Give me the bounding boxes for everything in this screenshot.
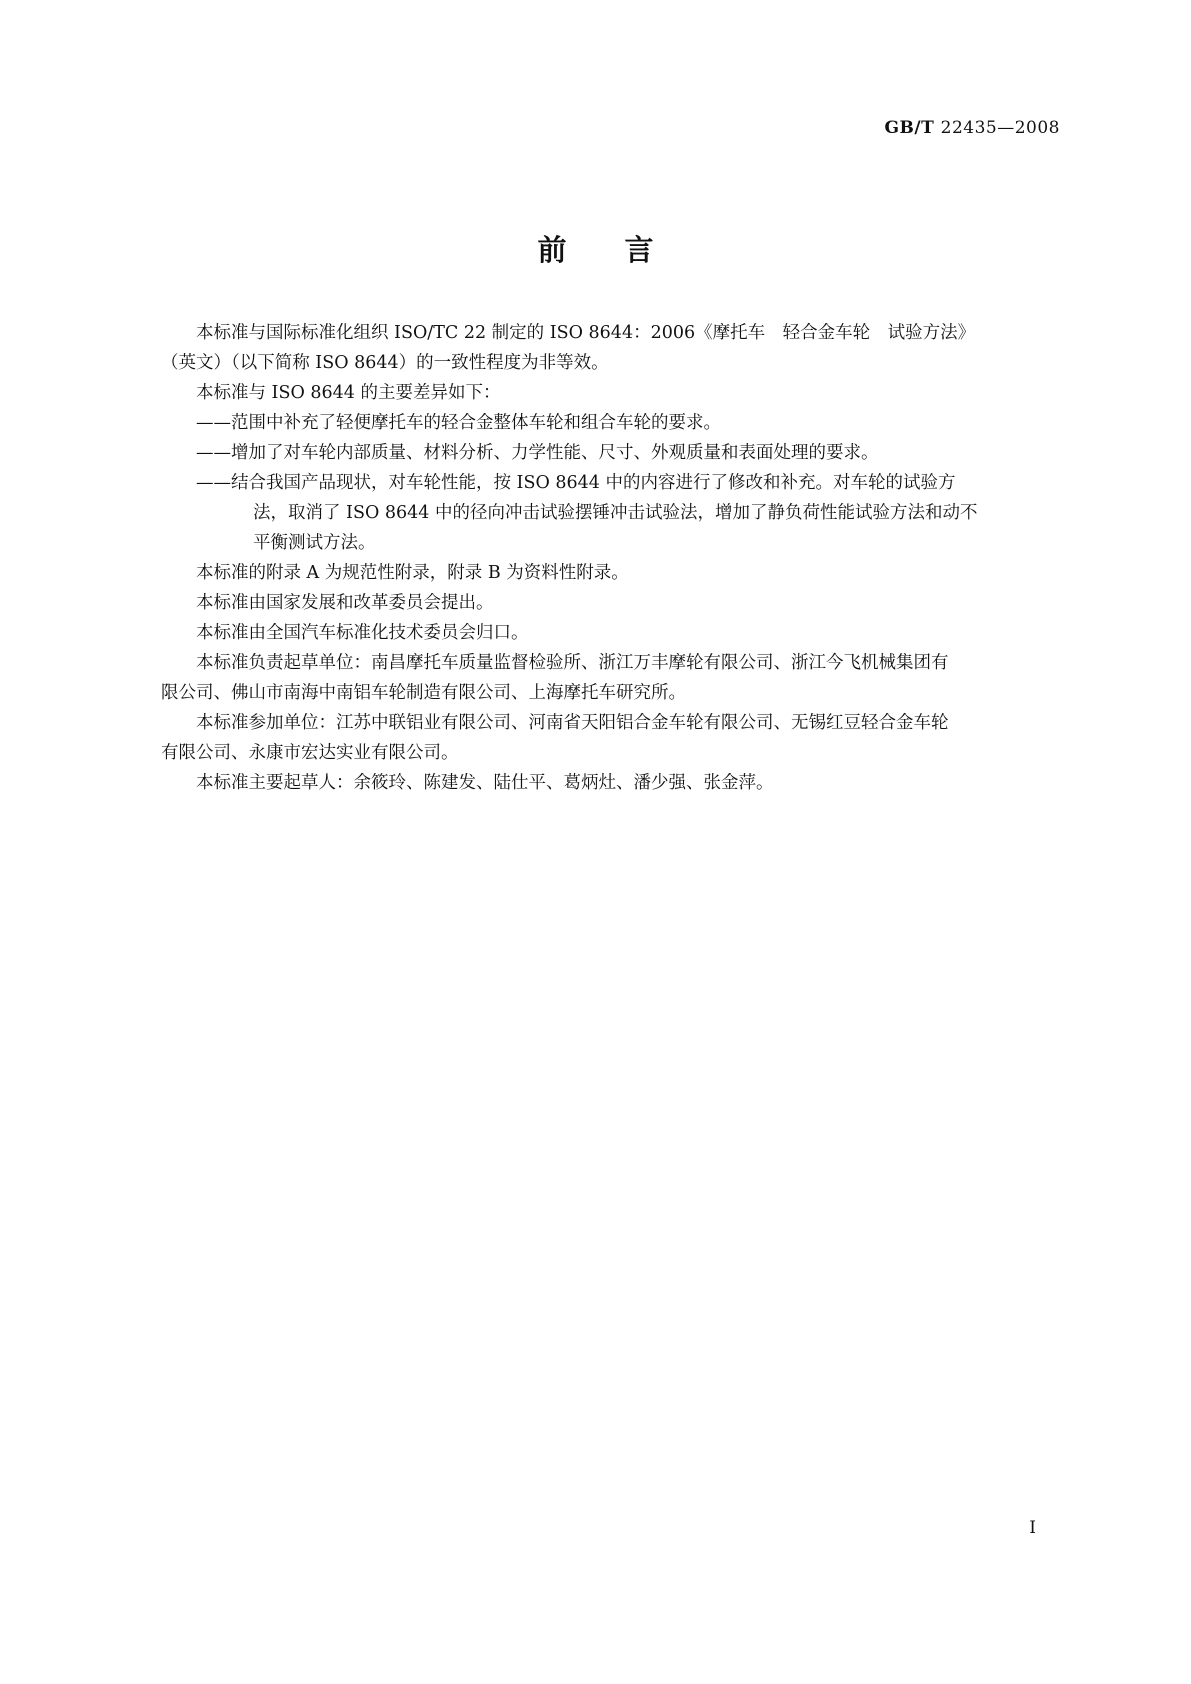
title-char-2: 言 [624, 233, 654, 267]
difference-item-2: ——增加了对车轮内部质量、材料分析、力学性能、尺寸、外观质量和表面处理的要求。 [196, 443, 879, 463]
paragraph-proposer: 本标准由国家发展和改革委员会提出。 [196, 593, 494, 613]
page-number: I [1029, 1518, 1036, 1538]
paragraph-centralized: 本标准由全国汽车标准化技术委员会归口。 [196, 623, 529, 643]
standard-prefix: GB/T [884, 118, 935, 138]
paragraph-relation-line-1: 本标准与国际标准化组织 ISO/TC 22 制定的 ISO 8644：2006《摩托车 轻合金车轮 试验方法》 [196, 323, 976, 343]
standard-number [884, 118, 1060, 138]
paragraph-annex: 本标准的附录 A 为规范性附录，附录 B 为资料性附录。 [196, 563, 629, 583]
paragraph-drafting-units-line-2: 限公司、佛山市南海中南铝车轮制造有限公司、上海摩托车研究所。 [161, 683, 686, 703]
page-title [0, 228, 1191, 269]
difference-item-3-line-3: 平衡测试方法。 [253, 533, 376, 553]
paragraph-participating-units-line-2: 有限公司、永康市宏达实业有限公司。 [161, 743, 459, 763]
title-char-1: 前 [537, 233, 567, 267]
paragraph-drafters: 本标准主要起草人：余筱玲、陈建发、陆仕平、葛炳灶、潘少强、张金萍。 [196, 773, 774, 793]
paragraph-differences-intro: 本标准与 ISO 8644 的主要差异如下： [196, 383, 501, 403]
paragraph-relation-line-2: （英文）（以下简称 ISO 8644）的一致性程度为非等效。 [161, 353, 609, 373]
difference-item-3-line-2: 法，取消了 ISO 8644 中的径向冲击试验摆锤冲击试验法，增加了静负荷性能试验方法和动不 [253, 503, 978, 523]
foreword-body [161, 318, 1066, 798]
paragraph-participating-units-line-1: 本标准参加单位：江苏中联铝业有限公司、河南省天阳铝合金车轮有限公司、无锡红豆轻合金车轮 [196, 713, 949, 733]
difference-item-1: ——范围中补充了轻便摩托车的轻合金整体车轮和组合车轮的要求。 [196, 413, 721, 433]
paragraph-drafting-units-line-1: 本标准负责起草单位：南昌摩托车质量监督检验所、浙江万丰摩轮有限公司、浙江今飞机械集团有 [196, 653, 949, 673]
difference-item-3-line-1: ——结合我国产品现状，对车轮性能，按 ISO 8644 中的内容进行了修改和补充。对车轮的试验方 [196, 473, 956, 493]
standard-code: 22435—2008 [940, 118, 1060, 138]
